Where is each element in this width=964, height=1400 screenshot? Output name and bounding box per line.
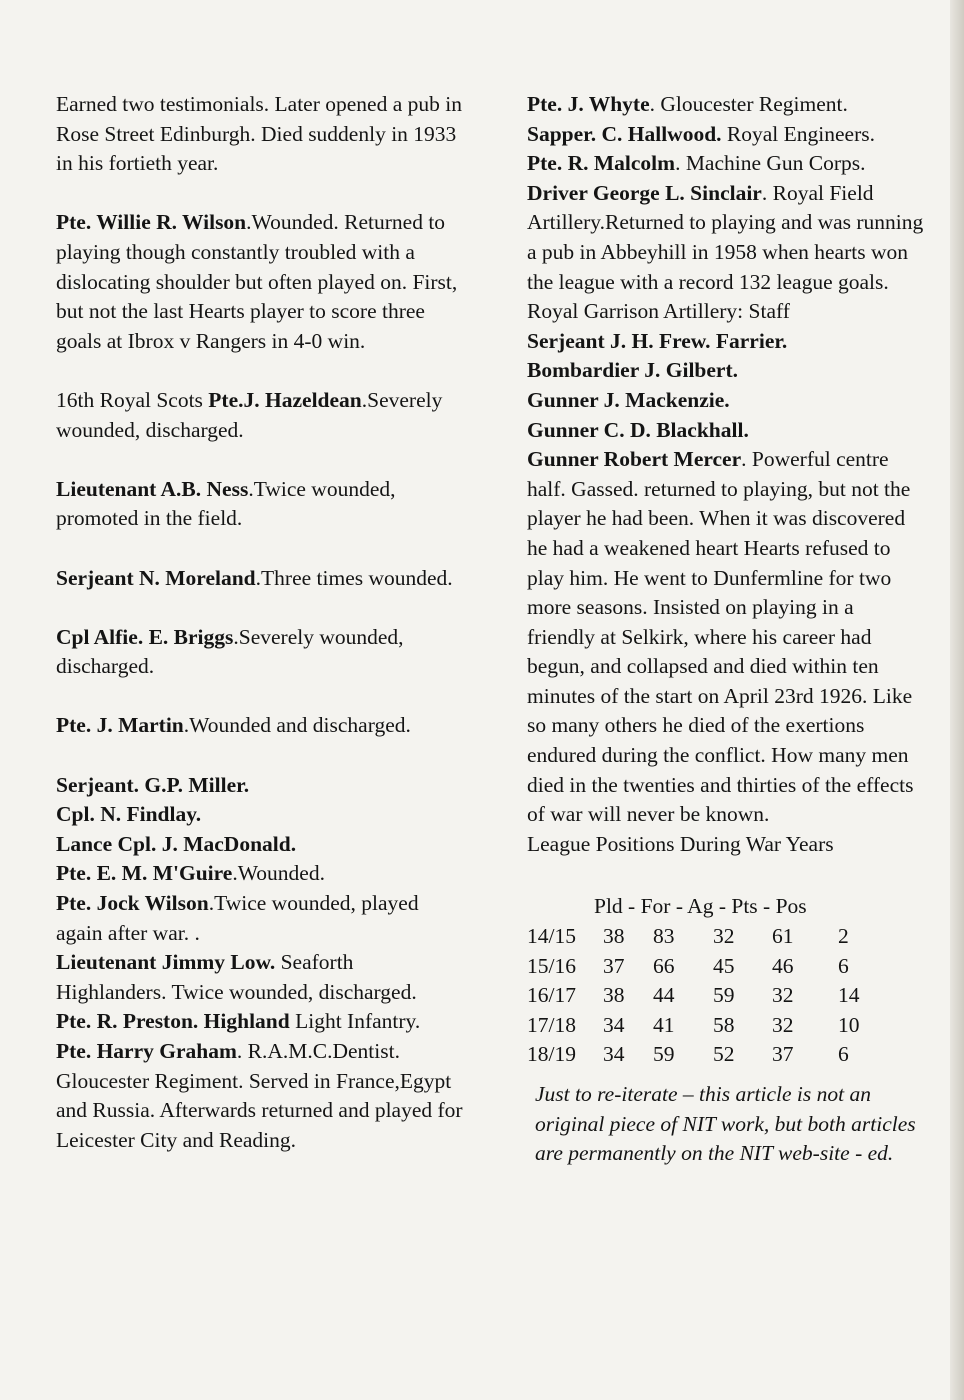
entry-paragraph <box>527 179 927 297</box>
table-row <box>527 981 927 1011</box>
soldier-name: Pte. E. M. M'Guire <box>56 861 233 886</box>
right-column <box>527 90 927 1169</box>
entry-paragraph <box>527 356 927 386</box>
pos-cell: 6 <box>838 1042 849 1067</box>
pts-cell: 37 <box>772 1042 794 1067</box>
table-row <box>527 1011 927 1041</box>
season-cell: 17/18 <box>527 1012 576 1037</box>
entry-paragraph <box>56 830 466 860</box>
league-table-header: Pld - For - Ag - Pts - Pos <box>594 894 807 919</box>
entry-paragraph <box>56 1037 466 1155</box>
entry-text: Seaforth Highlanders. Twice wounded, discharged. <box>56 950 417 1004</box>
entry-text: .Wounded and discharged. <box>183 713 411 738</box>
entry-paragraph <box>56 771 466 801</box>
entry-paragraph <box>56 948 466 1007</box>
entry-paragraph <box>56 623 466 682</box>
page-edge <box>950 0 964 1400</box>
soldier-name: Driver George L. Sinclair <box>527 180 762 205</box>
season-cell: 15/16 <box>527 953 576 978</box>
editor-note: Just to re-iterate – this article is not an original piece of NIT work, but both articles are permanently on the NIT web-site - ed. <box>535 1082 916 1166</box>
for-cell: 83 <box>653 924 675 949</box>
soldier-name: Lance Cpl. J. MacDonald. <box>56 831 297 856</box>
entry-text: .Severely wounded, discharged. <box>56 387 443 442</box>
entry-paragraph <box>56 889 466 948</box>
soldier-name: Gunner Robert Mercer <box>527 447 742 472</box>
league-title: League Positions During War Years <box>527 831 834 856</box>
soldier-name: Serjeant. G.P. Miller. <box>56 772 250 797</box>
entry-text: Royal Garrison Artillery: Staff <box>527 299 790 324</box>
soldier-name: Gunner J. Mackenzie. <box>527 387 730 412</box>
table-row <box>527 952 927 982</box>
soldier-name: Gunner C. D. Blackhall. <box>527 417 749 442</box>
entry-text: . R.A.M.C.Dentist. Gloucester Regiment. Served in France,Egypt and Russia. Afterwards returned and played for Leicester City and Reading. <box>56 1039 463 1152</box>
pts-cell: 61 <box>772 924 794 949</box>
soldier-name: Pte. Jock Wilson <box>56 891 209 916</box>
soldier-name: Pte. R. Malcolm <box>527 151 676 176</box>
soldier-name: Serjeant J. H. Frew. Farrier. <box>527 328 788 353</box>
league-table <box>527 892 927 1070</box>
pld-cell: 34 <box>603 1042 625 1067</box>
pos-cell: 14 <box>838 983 860 1008</box>
entry-text: .Three times wounded. <box>255 565 453 590</box>
soldier-name: Sapper. C. Hallwood. <box>527 121 722 146</box>
entry-paragraph <box>56 1007 466 1037</box>
entry-paragraph <box>56 386 466 445</box>
entry-paragraph <box>527 445 927 830</box>
for-cell: 66 <box>653 953 675 978</box>
entry-paragraph <box>527 416 927 446</box>
entry-paragraph <box>527 386 927 416</box>
pts-cell: 32 <box>772 1012 794 1037</box>
pos-cell: 2 <box>838 924 849 949</box>
entry-paragraph <box>527 90 927 120</box>
section-heading <box>527 297 927 327</box>
entry-paragraph <box>56 711 466 741</box>
left-column <box>56 90 466 1155</box>
soldier-name: Cpl Alfie. E. Briggs <box>56 624 234 649</box>
soldier-name: Serjeant N. Moreland <box>56 565 256 590</box>
ag-cell: 59 <box>713 983 735 1008</box>
entry-text: . Gloucester Regiment. <box>649 92 848 116</box>
soldier-name: Lieutenant A.B. Ness <box>56 476 249 501</box>
entry-text: .Severely wounded, discharged. <box>56 624 404 679</box>
soldier-name: Pte. J. Martin <box>56 713 184 738</box>
entry-prefix: 16th Royal Scots <box>56 387 209 412</box>
soldier-name: Pte. Harry Graham <box>56 1039 237 1063</box>
soldier-name: Pte. Willie R. Wilson <box>56 210 247 235</box>
entry-paragraph <box>56 475 466 534</box>
pld-cell: 34 <box>603 1012 625 1037</box>
entry-paragraph <box>527 327 927 357</box>
ag-cell: 58 <box>713 1012 735 1037</box>
entry-paragraph <box>527 149 927 179</box>
entry-text: .Twice wounded, promoted in the field. <box>56 476 396 531</box>
pts-cell: 46 <box>772 953 794 978</box>
soldier-name: Lieutenant Jimmy Low. <box>56 950 276 975</box>
soldier-name: Pte. J. Whyte <box>527 92 650 116</box>
entry-text: . Machine Gun Corps. <box>675 151 866 176</box>
pld-cell: 38 <box>603 983 625 1008</box>
season-cell: 16/17 <box>527 983 576 1008</box>
table-row <box>527 1040 927 1070</box>
for-cell: 59 <box>653 1042 675 1067</box>
pos-cell: 6 <box>838 953 849 978</box>
entry-text: . Royal Field Artillery.Returned to playing and was running a pub in Abbeyhill in 1958 when hearts won the league with a record 132 league goals. <box>527 180 924 294</box>
entry-paragraph <box>56 564 466 594</box>
soldier-name: Cpl. N. Findlay. <box>56 802 202 827</box>
ag-cell: 52 <box>713 1042 735 1067</box>
ag-cell: 32 <box>713 924 735 949</box>
soldier-name: Pte. R. Preston. Highland <box>56 1009 290 1034</box>
entry-text: .Twice wounded, played again after war. . <box>56 891 419 945</box>
entry-text: .Wounded. Returned to playing though constantly troubled with a dislocating shoulder but often played on. First, but not the last Hearts player to score three goals at Ibrox v Rangers in 4-0 win. <box>56 210 458 353</box>
soldier-name: Bombardier J. Gilbert. <box>527 358 739 383</box>
season-cell: 18/19 <box>527 1042 576 1067</box>
for-cell: 44 <box>653 983 675 1008</box>
entry-text: .Wounded. <box>232 861 325 886</box>
entry-paragraph <box>56 800 466 830</box>
entry-paragraph <box>56 90 466 179</box>
for-cell: 41 <box>653 1012 675 1037</box>
table-row <box>527 922 927 952</box>
entry-text: Light Infantry. <box>289 1009 421 1034</box>
entry-text: Royal Engineers. <box>721 121 875 146</box>
ag-cell: 45 <box>713 953 735 978</box>
entry-text: . Powerful centre half. Gassed. returned to playing, but not the player he had been. When it was discovered he had a weakened heart Hearts refused to play him. He went to Dunfermline for two more seasons. Insisted on playing in a friendly at Selkirk, where his career had begun, and collapsed and died within ten minutes of the start on April 23rd 1926. Like so many others he died of the exertions endured during the conflict. How many men died in the twenties and thirties of the effects of war will never be known. <box>527 447 914 827</box>
entry-paragraph <box>527 120 927 150</box>
entry-text: Earned two testimonials. Later opened a pub in Rose Street Edinburgh. Died suddenly in 1933 in his fortieth year. <box>56 92 462 176</box>
entry-paragraph <box>56 208 466 356</box>
pld-cell: 37 <box>603 953 625 978</box>
pos-cell: 10 <box>838 1012 860 1037</box>
pts-cell: 32 <box>772 983 794 1008</box>
season-cell: 14/15 <box>527 924 576 949</box>
pld-cell: 38 <box>603 924 625 949</box>
entry-paragraph <box>56 859 466 889</box>
soldier-name: Pte.J. Hazeldean <box>208 387 362 412</box>
